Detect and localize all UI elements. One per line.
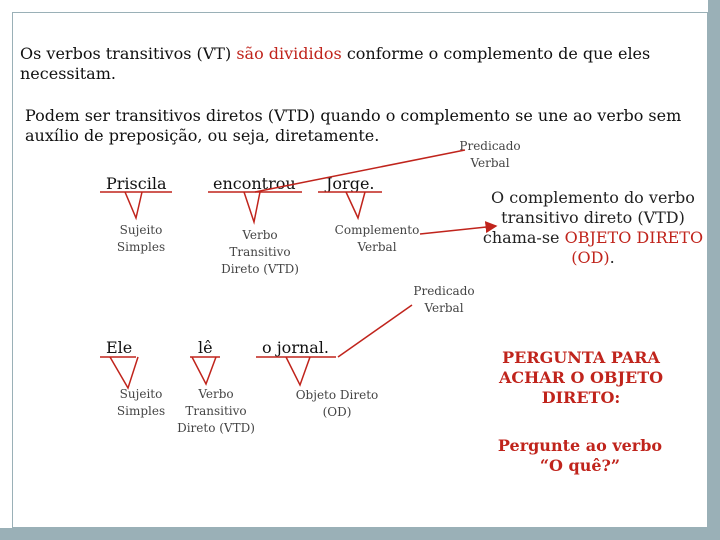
vtd-definition: Podem ser transitivos diretos (VTD) quando o complemento se une ao verbo sem auxílio de preposição, ou seja, diretamente. [25, 106, 682, 145]
label-line: Verbal [424, 301, 464, 315]
connector-verb2 [192, 357, 216, 384]
label-line: Verbal [470, 156, 510, 170]
intro-highlight: são divididos [236, 44, 342, 63]
question-title: PERGUNTA PARA ACHAR O OBJETO DIRETO: [498, 348, 664, 407]
label-line: Transitivo [185, 404, 247, 418]
complement-arrow [420, 226, 496, 234]
label-line: Verbo [242, 228, 278, 242]
label-line: Predicado [413, 284, 475, 298]
intro-text-end: conforme o complemento de que eles necessitam. [20, 44, 651, 83]
label-line: Verbal [357, 240, 397, 254]
label-line: Objeto Direto [295, 388, 379, 402]
connector-object1 [346, 192, 365, 218]
label-line: Transitivo [229, 245, 291, 259]
label-line: Predicado [459, 139, 521, 153]
label-line: (OD) [322, 405, 352, 419]
label-line: Simples [116, 240, 166, 254]
od-note-end: . [609, 248, 615, 267]
label-line: Direto (VTD) [177, 421, 255, 435]
connector-verb1 [244, 192, 260, 222]
od-note-text: O complemento do verbo transitivo direto (VTD) chama-se [482, 188, 695, 247]
label-line: Complemento [334, 223, 420, 237]
label-line: Direto (VTD) [221, 262, 299, 276]
intro-text: Os verbos transitivos (VT) [20, 44, 237, 63]
label-line: Verbo [198, 387, 234, 401]
example1-verb: encontrou [213, 174, 296, 193]
connector-subject2 [110, 357, 138, 388]
example1-object: Jorge. [326, 174, 375, 193]
label-line: Simples [116, 404, 166, 418]
od-note-highlight: OBJETO DIRETO (OD) [564, 228, 704, 267]
label-line: Sujeito [119, 387, 163, 401]
example1-subject: Priscila [106, 174, 167, 193]
question-hint: Pergunte ao verbo “O quê?” [497, 436, 663, 475]
example2-subject: Ele [106, 338, 133, 357]
predicate1-line [255, 150, 465, 192]
example2-verb: lê [198, 338, 213, 357]
example2-object: o jornal. [262, 338, 330, 357]
connector-object2 [286, 357, 310, 385]
label-line: Sujeito [119, 223, 163, 237]
predicate2-line [338, 305, 412, 357]
connector-subject1 [125, 192, 142, 218]
